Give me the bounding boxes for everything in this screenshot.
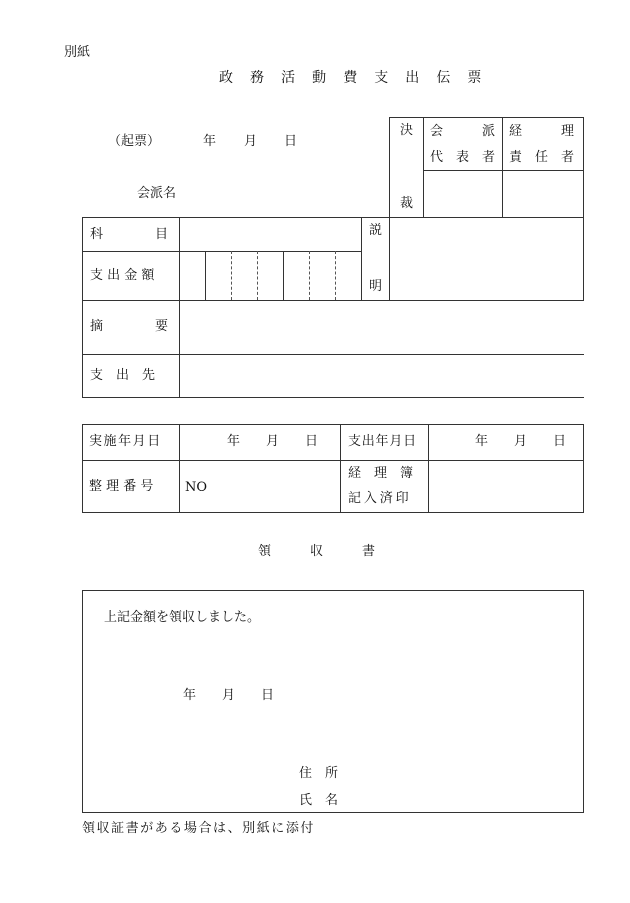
impl-date-label: 実施年月日 [89, 434, 162, 449]
payee-field[interactable] [180, 355, 582, 396]
address-label: 住 所 [299, 766, 339, 781]
issue-month-label: 月 [244, 134, 258, 149]
explanation-field[interactable] [390, 218, 582, 299]
amount-field[interactable] [180, 252, 360, 299]
explain-label-top: 説 [369, 223, 383, 238]
rep-label-1: 会 派 [430, 124, 496, 139]
acct-label-2: 責 任 者 [509, 150, 575, 165]
receipt-statement: 上記金額を領収しました。 [104, 610, 261, 625]
name-label: 氏 名 [299, 793, 339, 808]
kihyo-label: （起票） [108, 134, 161, 149]
summary-field[interactable] [180, 301, 582, 353]
receipt-title: 領 収 書 [258, 544, 376, 559]
attachment-label: 別紙 [64, 45, 91, 60]
ref-no-label: 整 理 番 号 [89, 479, 154, 494]
kamoku-field[interactable] [180, 218, 360, 250]
payee-label: 支 出 先 [90, 368, 156, 383]
faction-name-label: 会派名 [137, 186, 177, 201]
acct-seal-box[interactable] [503, 171, 582, 216]
receipt-date[interactable]: 年 月 日 [183, 688, 275, 703]
summary-label: 摘 要 [90, 319, 169, 334]
kamoku-label: 科 目 [90, 227, 169, 242]
rep-seal-box[interactable] [424, 171, 501, 216]
explain-label-bottom: 明 [369, 279, 383, 294]
amount-label: 支 出 金 額 [90, 268, 155, 283]
pay-date-value[interactable]: 年 月 日 [475, 434, 567, 449]
ledger-seal-box[interactable] [429, 461, 582, 511]
kessai-label-top: 決 [400, 123, 414, 138]
issue-day-label: 日 [284, 134, 298, 149]
page-title: 政 務 活 動 費 支 出 伝 票 [219, 70, 488, 86]
pay-date-label: 支出年月日 [348, 434, 417, 449]
ledger-label-1: 経 理 簿 [348, 466, 414, 481]
kessai-label-bottom: 裁 [400, 196, 414, 211]
issue-year-label: 年 [203, 134, 217, 149]
footnote: 領収証書がある場合は、別紙に添付 [82, 821, 315, 836]
ref-no-value[interactable]: NO [185, 480, 208, 495]
rep-label-2: 代 表 者 [430, 150, 496, 165]
ledger-label-2: 記入済印 [348, 491, 412, 506]
impl-date-value[interactable]: 年 月 日 [227, 434, 319, 449]
acct-label-1: 経 理 [509, 124, 575, 139]
